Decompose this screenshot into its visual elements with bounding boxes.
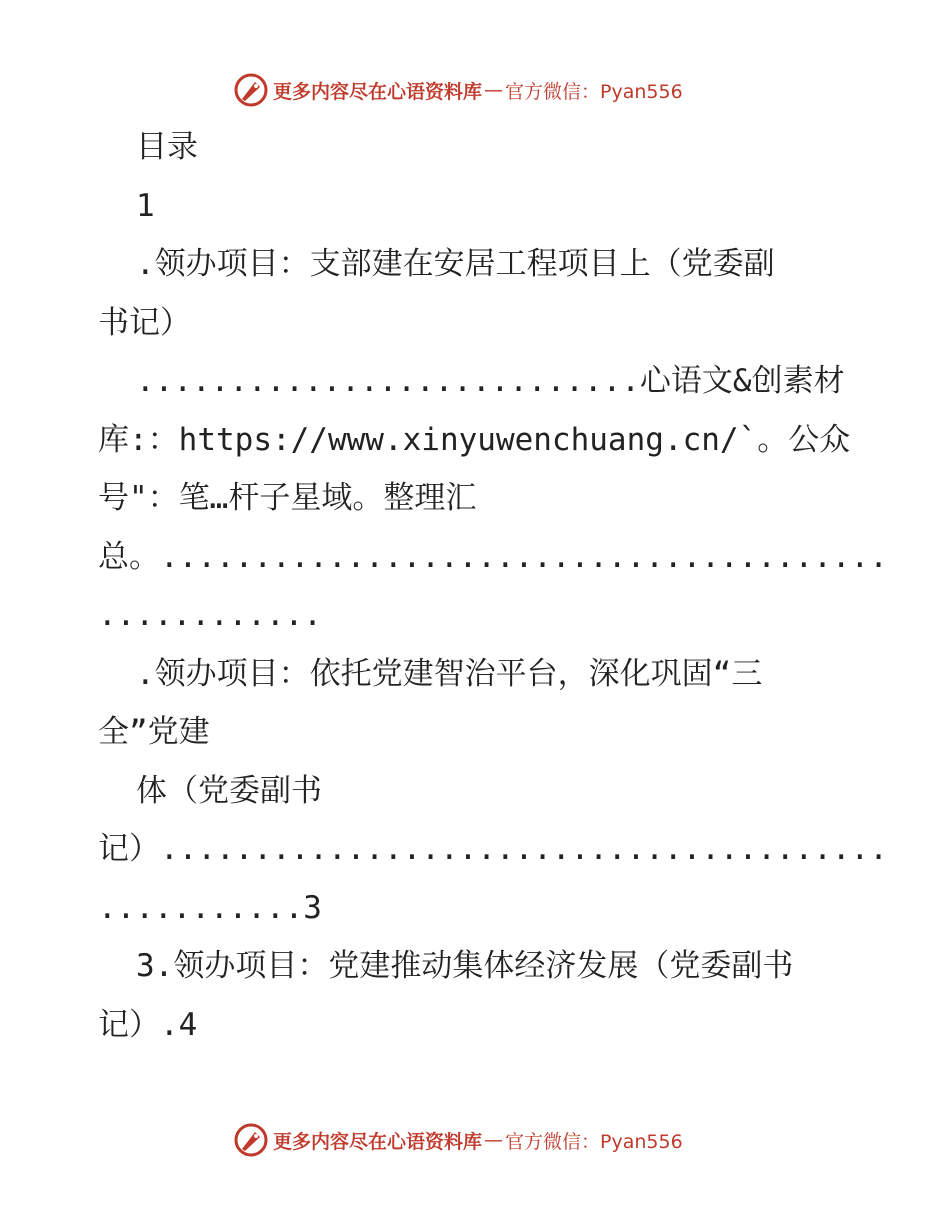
banner-title: 更多内容尽在心语资料库	[273, 1130, 483, 1153]
pen-nib-logo-icon	[233, 1122, 269, 1158]
toc-line: 记）.4	[98, 1006, 198, 1043]
toc-line: 号"：笔…杆子星域。整理汇	[98, 480, 477, 516]
toc-line: .领办项目：支部建在安居工程项目上（党委副	[136, 246, 775, 282]
toc-line: 1	[136, 187, 155, 224]
toc-line: 3.领办项目：党建推动集体经济发展（党委副书	[136, 948, 794, 984]
toc-heading: 目录	[136, 129, 198, 165]
toc-line: ............	[98, 597, 322, 633]
banner-account: 官方微信：Pyan556	[505, 80, 683, 103]
toc-line: .领办项目：依托党建智治平台，深化巩固“三	[136, 655, 763, 692]
banner-account: 官方微信：Pyan556	[505, 1130, 683, 1153]
toc-body	[98, 118, 888, 1054]
toc-line: ...........3	[98, 889, 322, 926]
toc-line: ...........................心语文&创素材	[136, 363, 845, 399]
toc-line: 全”党建	[98, 714, 210, 750]
toc-line: 记）.......................................	[98, 831, 888, 867]
toc-line: 总。.......................................	[98, 538, 888, 575]
pen-nib-logo-icon	[233, 72, 269, 108]
banner-dash: —	[484, 79, 504, 101]
toc-line: 库:：https://www.xinyuwenchuang.cn/`。公众	[98, 421, 851, 458]
footer-banner	[233, 1120, 753, 1160]
banner-title: 更多内容尽在心语资料库	[273, 80, 483, 103]
banner-dash: —	[484, 1129, 504, 1151]
toc-line: 书记）	[98, 304, 191, 341]
toc-line: 体（党委副书	[136, 772, 322, 809]
header-banner	[233, 70, 753, 110]
